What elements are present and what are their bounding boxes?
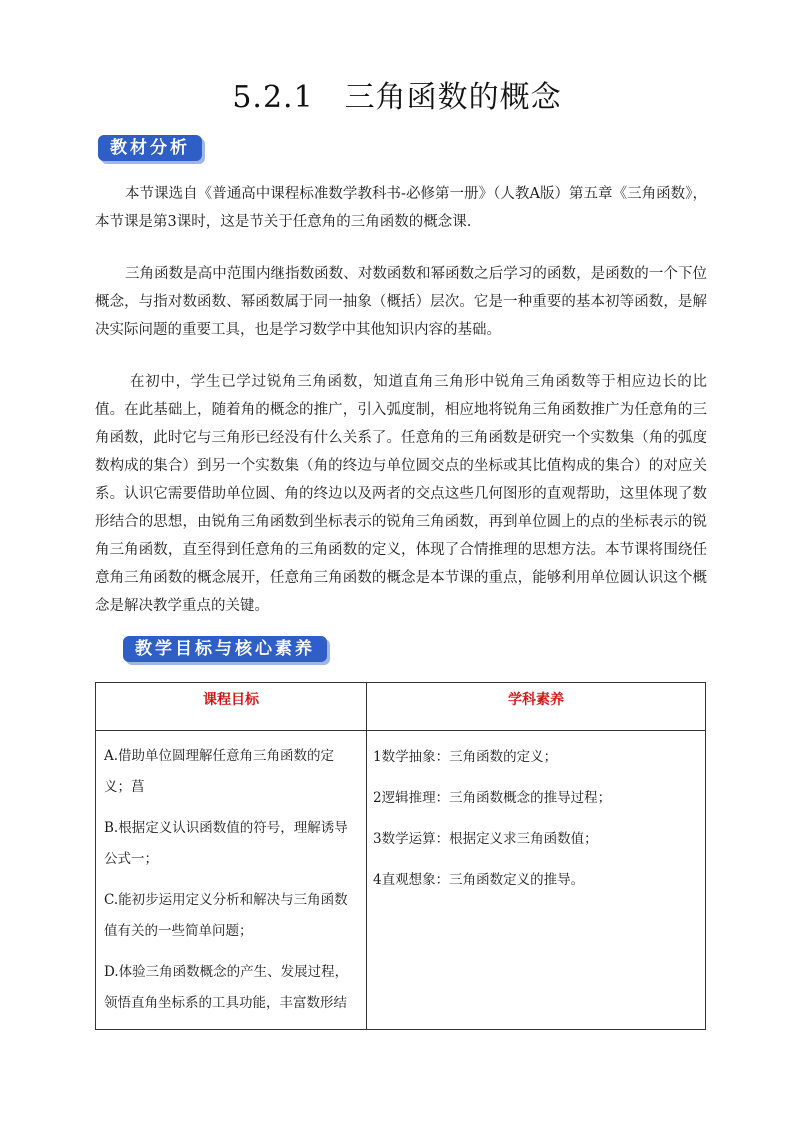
paragraph-background: 在初中，学生已学过锐角三角函数，知道直角三角形中锐角三角函数等于相应边长的比值。在此基础上，随着角的概念的推广，引入弧度制，相应地将锐角三角函数推广为任意角的三角函数，此时它与三角形已经没有什么关系了。任意角的三角函数是研究一个实数集（角的弧度数构成的集合）到另一个实数集（角的终边与单位圆交点的坐标或其比值构成的集合）的对应关系。认识它需要借助单位圆、角的终边以及两者的交点这些几何图形的直观帮助，这里体现了数形结合的思想，由锐角三角函数到坐标表示的锐角三角函数，再到单位圆上的点的坐标表示的锐角三角函数，直至得到任意角的三角函数的定义，体现了合情推理的思想方法。本节课将围绕任意角三角函数的概念展开，任意角三角函数的概念是本节课的重点，能够利用单位圆认识这个概念是解决教学重点的关键。 (95, 374, 707, 614)
literacy-cell (367, 731, 706, 1030)
goal-item: A.借助单位圆理解任意角三角函数的定义；菖 (104, 748, 335, 795)
literacy-item: 1数学抽象：三角函数的定义； (373, 749, 558, 765)
table-header-row (96, 683, 706, 731)
goal-item: B.根据定义认识函数值的符号，理解诱导公式一； (104, 820, 348, 867)
goals-table (95, 682, 706, 1030)
section-label-goals: 教学目标与核心素养 (123, 636, 327, 662)
goal-item: D.体验三角函数概念的产生、发展过程，领悟直角坐标系的工具功能，丰富数形结 (104, 964, 349, 1011)
goal-item: C.能初步运用定义分析和解决与三角函数值有关的一些简单问题； (104, 892, 348, 939)
paragraph-intro: 本节课选自《普通高中课程标准数学教科书-必修第一册》（人教A版）第五章《三角函数》，本节课是第3课时，这是节关于任意角的三角函数的概念课. (95, 186, 707, 230)
column-header-course-goals: 课程目标 (96, 683, 367, 731)
literacy-item: 2逻辑推理：三角函数概念的推导过程； (373, 790, 612, 806)
column-header-literacy: 学科素养 (367, 683, 706, 731)
table-row (96, 731, 706, 1030)
section-label-analysis: 教材分析 (98, 135, 202, 161)
literacy-item: 4直观想象：三角函数定义的推导。 (373, 872, 585, 888)
page-title: 5.2.1 三角函数的概念 (232, 80, 562, 115)
literacy-item: 3数学运算：根据定义求三角函数值； (373, 831, 598, 847)
course-goals-cell (96, 731, 367, 1030)
paragraph-function-position: 三角函数是高中范围内继指数函数、对数函数和幂函数之后学习的函数，是函数的一个下位概念，与指对数函数、幂函数属于同一抽象（概括）层次。它是一种重要的基本初等函数，是解决实际问题的重要工具，也是学习数学中其他知识内容的基础。 (95, 266, 707, 338)
